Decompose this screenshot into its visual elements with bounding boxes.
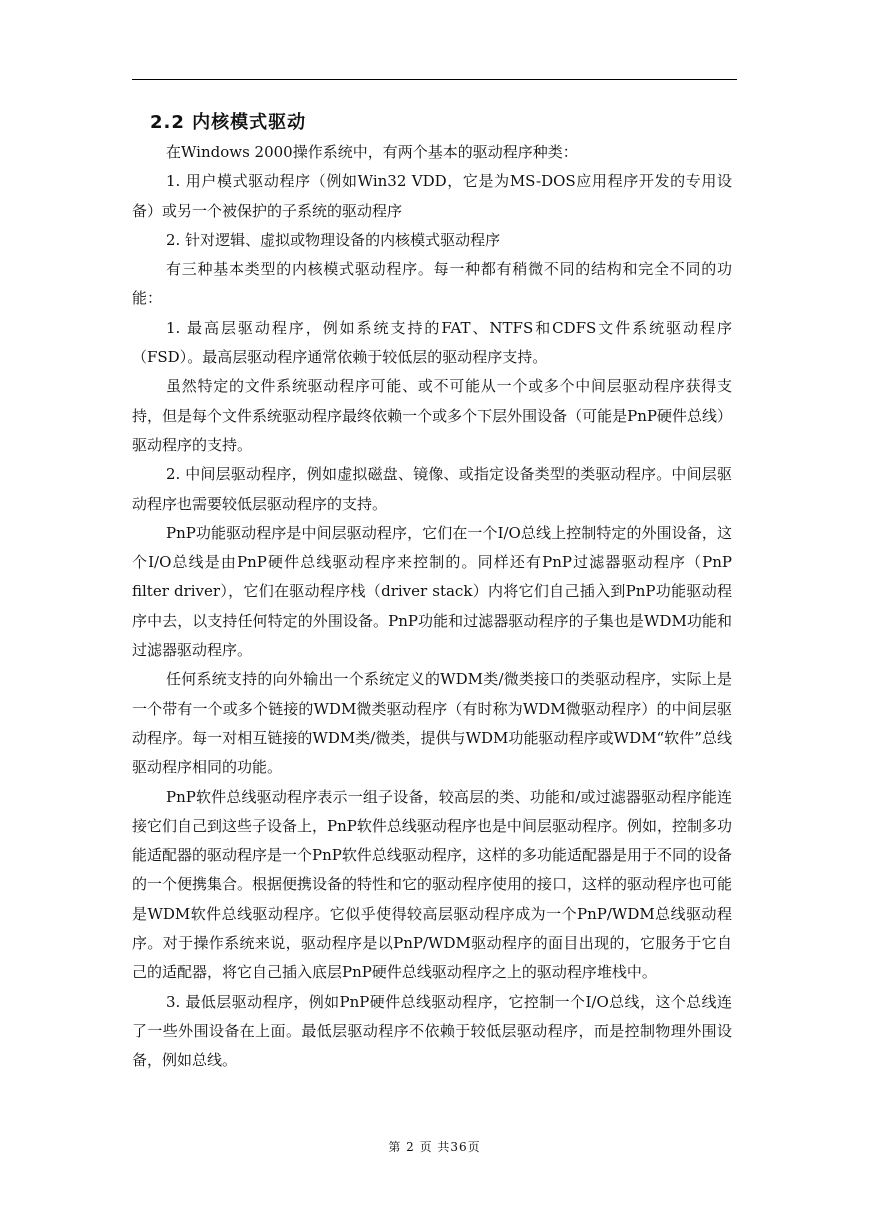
paragraph-highest-level: 1. 最高层驱动程序，例如系统支持的FAT、NTFS和CDFS文件系统驱动程序（FSD）。最高层驱动程序通常依赖于较低层的驱动程序支持。 bbox=[132, 318, 732, 367]
paragraph-three-types: 有三种基本类型的内核模式驱动程序。每一种都有稍微不同的结构和完全不同的功能： bbox=[132, 260, 732, 308]
paragraph-pnp-function: PnP功能驱动程序是中间层驱动程序，它们在一个I/O总线上控制特定的外围设备，这个I/O总线是由PnP硬件总线驱动程序来控制的。同样还有PnP过滤器驱动程序（PnP filter driver），它们在驱动程序栈（driver stack）内将它们自己插入到PnP功能驱动程序中去，以支持任何特定的外围设备。PnP功能和过滤器驱动程序的子集也是WDM功能和过滤器驱动程序。 bbox=[132, 523, 732, 660]
page-footer: 第 2 页 共36页 bbox=[388, 1140, 481, 1154]
paragraph-user-mode-driver: 1. 用户模式驱动程序（例如Win32 VDD，它是为MS-DOS应用程序开发的专用设备）或另一个被保护的子系统的驱动程序 bbox=[132, 172, 732, 220]
paragraph-fsd-support: 虽然特定的文件系统驱动程序可能、或不可能从一个或多个中间层驱动程序获得支持，但是每个文件系统驱动程序最终依赖一个或多个下层外围设备（可能是PnP硬件总线）驱动程序的支持。 bbox=[132, 377, 732, 454]
paragraph-kernel-mode-driver: 2. 针对逻辑、虚拟或物理设备的内核模式驱动程序 bbox=[166, 230, 501, 249]
header-rule bbox=[132, 79, 737, 80]
paragraph-intermediate: 2. 中间层驱动程序，例如虚拟磁盘、镜像、或指定设备类型的类驱动程序。中间层驱动程序也需要较低层驱动程序的支持。 bbox=[132, 465, 732, 513]
section-heading: 2.2 内核模式驱动 bbox=[150, 112, 307, 133]
paragraph-lowest-level: 3. 最低层驱动程序，例如PnP硬件总线驱动程序，它控制一个I/O总线，这个总线连了一些外围设备在上面。最低层驱动程序不依赖于较低层驱动程序，而是控制物理外围设备，例如总线。 bbox=[132, 992, 732, 1070]
paragraph-intro: 在Windows 2000操作系统中，有两个基本的驱动程序种类： bbox=[166, 143, 578, 161]
body-text bbox=[132, 138, 732, 1076]
paragraph-wdm-class: 任何系统支持的向外输出一个系统定义的WDM类/微类接口的类驱动程序，实际上是一个带有一个或多个链接的WDM微类驱动程序（有时称为WDM微驱动程序）的中间层驱动程序。每一对相互链接的WDM类/微类，提供与WDM功能驱动程序或WDM“软件”总线驱动程序相同的功能。 bbox=[132, 670, 732, 777]
paragraph-pnp-software-bus: PnP软件总线驱动程序表示一组子设备，较高层的类、功能和/或过滤器驱动程序能连接它们自己到这些子设备上，PnP软件总线驱动程序也是中间层驱动程序。例如，控制多功能适配器的驱动程序是一个PnP软件总线驱动程序，这样的多功能适配器是用于不同的设备的一个便携集合。根据便携设备的特性和它的驱动程序使用的接口，这样的驱动程序也可能是WDM软件总线驱动程序。它似乎使得较高层驱动程序成为一个PnP/WDM总线驱动程序。对于操作系统来说，驱动程序是以PnP/WDM驱动程序的面目出现的，它服务于它自己的适配器，将它自己插入底层PnP硬件总线驱动程序之上的驱动程序堆栈中。 bbox=[132, 787, 733, 982]
